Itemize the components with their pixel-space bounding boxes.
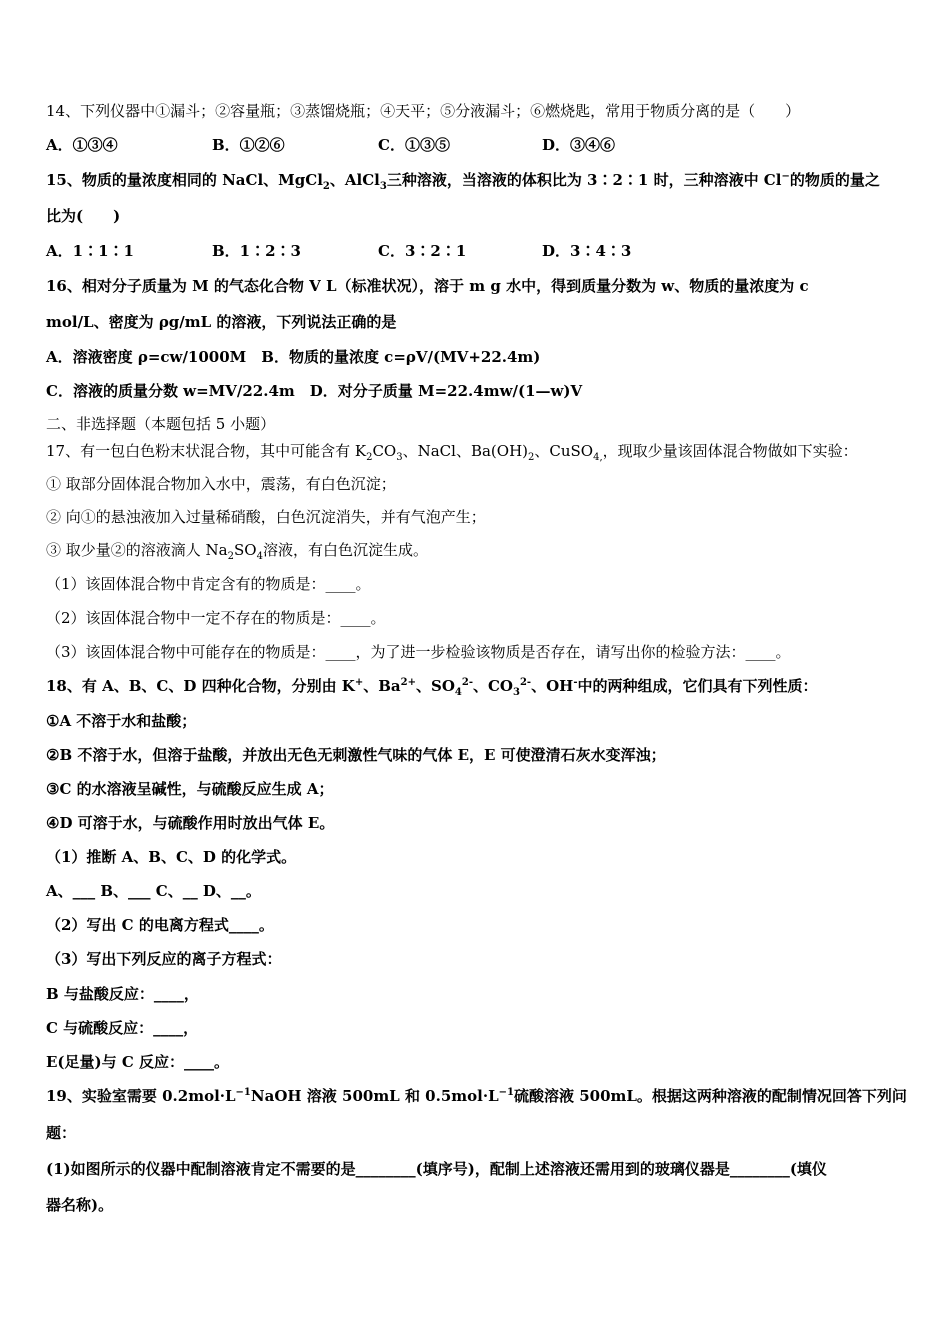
subscript: 2 xyxy=(227,551,234,562)
q19-ask-1-line2: 器名称)。 xyxy=(46,1196,114,1214)
q18-stem-part: 18、有 A、B、C、D 四种化合物，分别由 K xyxy=(46,677,355,695)
subscript: 4 xyxy=(454,687,462,698)
superscript: - xyxy=(573,677,578,688)
q18-stem-part: 、OH xyxy=(531,677,574,695)
q17-stem-part: CO xyxy=(372,442,397,460)
q15-option-d: D．3∶4∶3 xyxy=(542,242,632,260)
q17-stem-part: 、NaCl、Ba(OH) xyxy=(402,442,529,460)
q19-stem-part: 19、实验室需要 0.2mol·L xyxy=(46,1087,236,1105)
q18-reaction-2: C 与硫酸反应：____， xyxy=(46,1019,199,1037)
q15-option-b: B．1∶2∶3 xyxy=(212,242,301,260)
q17-step-part: SO xyxy=(233,541,257,559)
q14-option-b: B．①②⑥ xyxy=(212,136,285,154)
subscript: 4 xyxy=(593,452,600,463)
q17-stem-part: 17、有一包白色粉末状混合物，其中可能含有 K xyxy=(46,442,367,460)
superscript: −1 xyxy=(235,1087,251,1098)
q15-stem-line2: 比为( ) xyxy=(46,207,121,225)
subscript: , xyxy=(599,452,603,463)
q18-property-2: ②B 不溶于水，但溶于盐酸，并放出无色无刺激性气味的气体 E，E 可使澄清石灰水变浑浊； xyxy=(46,746,666,764)
q18-ask-1: （1）推断 A、B、C、D 的化学式。 xyxy=(46,848,297,866)
q17-step-part: 溶液，有白色沉淀生成。 xyxy=(262,541,428,559)
q17-stem-part: 、CuSO xyxy=(534,442,594,460)
q19-stem-part: NaOH 溶液 500mL 和 0.5mol·L xyxy=(250,1087,499,1105)
q17-step-1: ① 取部分固体混合物加入水中，震荡，有白色沉淀； xyxy=(46,475,396,493)
q17-step-part: ③ 取少量②的溶液滴人 Na xyxy=(46,541,228,559)
superscript: −1 xyxy=(498,1087,514,1098)
q19-stem-part: 硫酸溶液 500mL。根据这两种溶液的配制情况回答下列问 xyxy=(513,1087,907,1105)
q18-ask-3: （3）写出下列反应的离子方程式： xyxy=(46,950,282,968)
q14-option-a: A．①③④ xyxy=(46,136,118,154)
subscript: 4 xyxy=(256,551,263,562)
q17-stem-part: ，现取少量该固体混合物做如下实验： xyxy=(602,442,858,460)
subscript: 3 xyxy=(512,687,520,698)
superscript: 2- xyxy=(519,677,532,688)
subscript: 2 xyxy=(366,452,373,463)
q14-option-d: D．③④⑥ xyxy=(542,136,616,154)
q18-stem-part: 、CO xyxy=(472,677,513,695)
q19-ask-1: (1)如图所示的仪器中配制溶液肯定不需要的是________(填序号)，配制上述溶液还需用到的玻璃仪器是________(填仪 xyxy=(46,1160,827,1178)
superscript: 2+ xyxy=(400,677,416,688)
q18-stem-part: 、Ba xyxy=(363,677,401,695)
q19-stem xyxy=(46,1086,908,1106)
q15-stem-part: 、AlCl xyxy=(329,171,380,189)
q15-option-c: C．3∶2∶1 xyxy=(378,242,467,260)
q19-stem-line2: 题： xyxy=(46,1124,77,1142)
q18-stem-part: 中的两种组成，它们具有下列性质： xyxy=(577,677,818,695)
q16-stem: 16、相对分子质量为 M 的气态化合物 V L（标准状况），溶于 m g 水中，得到质量分数为 w、物质的量浓度为 c xyxy=(46,277,809,295)
subscript: 2 xyxy=(528,452,535,463)
q15-stem-part: 的物质的量之 xyxy=(789,171,880,189)
section-heading: 二、非选择题（本题包括 5 小题） xyxy=(46,415,276,433)
superscript: + xyxy=(354,677,364,688)
q18-reaction-3: E(足量)与 C 反应：____。 xyxy=(46,1053,230,1071)
superscript: − xyxy=(781,171,790,182)
q14-option-c: C．①③⑤ xyxy=(378,136,450,154)
q18-stem xyxy=(46,676,908,696)
q17-ask-1: （1）该固体混合物中肯定含有的物质是：____。 xyxy=(46,575,371,593)
q17-step-3 xyxy=(46,540,908,560)
q15-option-a: A．1∶1∶1 xyxy=(46,242,134,260)
q15-stem-part: 三种溶液，当溶液的体积比为 3∶2∶1 时，三种溶液中 Cl xyxy=(386,171,782,189)
q16-stem-line2: mol/L、密度为 ρg/mL 的溶液，下列说法正确的是 xyxy=(46,313,397,331)
q18-property-4: ④D 可溶于水，与硫酸作用时放出气体 E。 xyxy=(46,814,335,832)
q17-stem xyxy=(46,441,908,461)
q17-step-2: ② 向①的悬浊液加入过量稀硝酸，白色沉淀消失，并有气泡产生； xyxy=(46,508,486,526)
subscript: 3 xyxy=(379,181,387,192)
q15-stem xyxy=(46,170,908,190)
q18-ask-2: （2）写出 C 的电离方程式____。 xyxy=(46,916,274,934)
q17-ask-3: （3）该固体混合物中可能存在的物质是：____，为了进一步检验该物质是否存在，请写出你的检验方法：____。 xyxy=(46,643,791,661)
q18-property-3: ③C 的水溶液呈碱性，与硫酸反应生成 A； xyxy=(46,780,334,798)
q14-stem: 14、下列仪器中①漏斗；②容量瓶；③蒸馏烧瓶；④天平；⑤分液漏斗；⑥燃烧匙，常用于物质分离的是（ ） xyxy=(46,102,801,120)
q18-stem-part: 、SO xyxy=(415,677,455,695)
q18-ask-1-blanks: A、___ B、___ C、__ D、__。 xyxy=(46,882,261,900)
subscript: 3 xyxy=(396,452,403,463)
q18-property-1: ①A 不溶于水和盐酸； xyxy=(46,712,197,730)
q18-reaction-1: B 与盐酸反应：____， xyxy=(46,985,199,1003)
q16-options-ab: A．溶液密度 ρ=cw/1000M B．物质的量浓度 c=ρV/(MV+22.4m) xyxy=(46,348,541,366)
superscript: 2- xyxy=(461,677,473,688)
subscript: 2 xyxy=(322,181,330,192)
q17-ask-2: （2）该固体混合物中一定不存在的物质是：____。 xyxy=(46,609,386,627)
q15-stem-part: 15、物质的量浓度相同的 NaCl、MgCl xyxy=(46,171,323,189)
q16-options-cd: C．溶液的质量分数 w=MV/22.4m D．对分子质量 M=22.4mw/(1—w)V xyxy=(46,382,583,400)
